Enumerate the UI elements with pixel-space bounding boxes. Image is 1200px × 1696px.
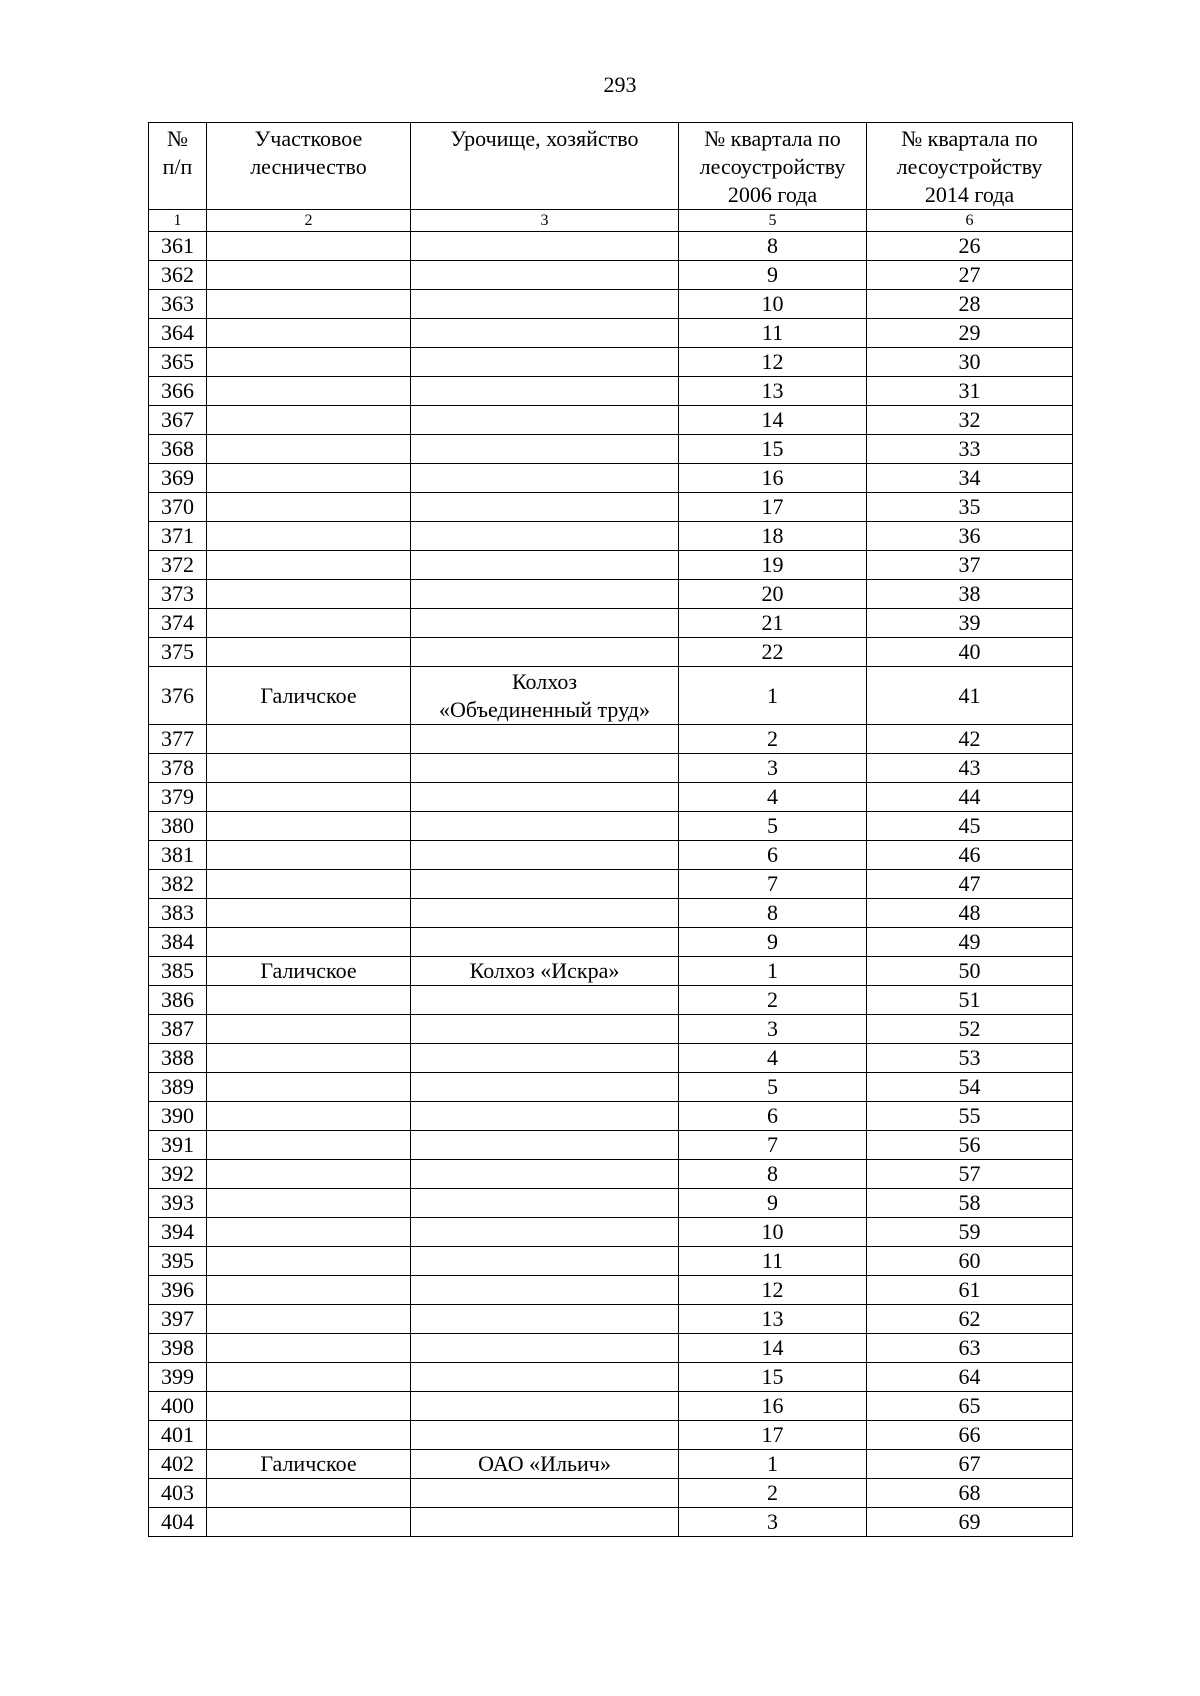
cell-quarter-2014: 47 — [867, 870, 1073, 899]
cell-forestry — [207, 1160, 411, 1189]
cell-tract — [411, 1334, 679, 1363]
table-row — [149, 754, 1073, 783]
cell-quarter-2006: 14 — [679, 406, 867, 435]
table-row — [149, 609, 1073, 638]
cell-row-number: 386 — [149, 986, 207, 1015]
cell-forestry — [207, 464, 411, 493]
cell-quarter-2006: 14 — [679, 1334, 867, 1363]
cell-row-number: 365 — [149, 348, 207, 377]
cell-forestry — [207, 1305, 411, 1334]
cell-quarter-2014: 51 — [867, 986, 1073, 1015]
forest-quarters-table — [148, 122, 1073, 1537]
cell-forestry — [207, 870, 411, 899]
table-row — [149, 580, 1073, 609]
table-row — [149, 1363, 1073, 1392]
cell-forestry — [207, 812, 411, 841]
table-row — [149, 812, 1073, 841]
cell-row-number: 364 — [149, 319, 207, 348]
cell-quarter-2014: 37 — [867, 551, 1073, 580]
cell-quarter-2006: 8 — [679, 899, 867, 928]
cell-forestry — [207, 290, 411, 319]
cell-tract — [411, 609, 679, 638]
cell-quarter-2014: 54 — [867, 1073, 1073, 1102]
cell-row-number: 374 — [149, 609, 207, 638]
cell-quarter-2014: 68 — [867, 1479, 1073, 1508]
cell-tract — [411, 1392, 679, 1421]
cell-forestry — [207, 580, 411, 609]
cell-quarter-2006: 8 — [679, 232, 867, 261]
cell-quarter-2006: 3 — [679, 1508, 867, 1537]
table-row — [149, 1450, 1073, 1479]
cell-quarter-2014: 35 — [867, 493, 1073, 522]
cell-tract — [411, 1160, 679, 1189]
cell-tract — [411, 1131, 679, 1160]
cell-forestry — [207, 1334, 411, 1363]
cell-forestry — [207, 319, 411, 348]
cell-tract — [411, 1276, 679, 1305]
cell-forestry — [207, 493, 411, 522]
cell-tract — [411, 1421, 679, 1450]
cell-quarter-2014: 42 — [867, 725, 1073, 754]
table-row — [149, 1305, 1073, 1334]
cell-tract — [411, 464, 679, 493]
cell-quarter-2006: 16 — [679, 1392, 867, 1421]
cell-quarter-2006: 10 — [679, 290, 867, 319]
cell-quarter-2014: 63 — [867, 1334, 1073, 1363]
cell-quarter-2014: 65 — [867, 1392, 1073, 1421]
cell-quarter-2014: 40 — [867, 638, 1073, 667]
cell-quarter-2014: 61 — [867, 1276, 1073, 1305]
cell-quarter-2014: 57 — [867, 1160, 1073, 1189]
header-quarter-2006: № квартала по лесоустройству 2006 года — [679, 123, 867, 210]
table-row — [149, 1160, 1073, 1189]
cell-quarter-2014: 60 — [867, 1247, 1073, 1276]
cell-forestry — [207, 638, 411, 667]
cell-quarter-2014: 52 — [867, 1015, 1073, 1044]
table-row — [149, 986, 1073, 1015]
cell-tract — [411, 232, 679, 261]
table-row — [149, 1218, 1073, 1247]
table-row — [149, 1421, 1073, 1450]
cell-row-number: 376 — [149, 667, 207, 725]
cell-row-number: 366 — [149, 377, 207, 406]
cell-forestry — [207, 1189, 411, 1218]
cell-forestry — [207, 1044, 411, 1073]
cell-row-number: 394 — [149, 1218, 207, 1247]
cell-tract — [411, 870, 679, 899]
cell-row-number: 389 — [149, 1073, 207, 1102]
cell-row-number: 401 — [149, 1421, 207, 1450]
cell-row-number: 371 — [149, 522, 207, 551]
table-row — [149, 1508, 1073, 1537]
cell-forestry — [207, 725, 411, 754]
cell-quarter-2006: 15 — [679, 435, 867, 464]
cell-tract: Колхоз «Искра» — [411, 957, 679, 986]
table-row — [149, 493, 1073, 522]
cell-row-number: 375 — [149, 638, 207, 667]
cell-forestry — [207, 1276, 411, 1305]
cell-row-number: 380 — [149, 812, 207, 841]
cell-tract — [411, 754, 679, 783]
cell-quarter-2014: 38 — [867, 580, 1073, 609]
cell-forestry — [207, 754, 411, 783]
cell-tract — [411, 435, 679, 464]
cell-quarter-2006: 2 — [679, 1479, 867, 1508]
cell-quarter-2006: 11 — [679, 1247, 867, 1276]
table-row — [149, 522, 1073, 551]
cell-row-number: 399 — [149, 1363, 207, 1392]
cell-quarter-2014: 34 — [867, 464, 1073, 493]
cell-quarter-2006: 15 — [679, 1363, 867, 1392]
cell-quarter-2006: 8 — [679, 1160, 867, 1189]
table-row — [149, 464, 1073, 493]
cell-quarter-2006: 1 — [679, 1450, 867, 1479]
cell-tract — [411, 928, 679, 957]
table-row — [149, 377, 1073, 406]
cell-quarter-2006: 7 — [679, 1131, 867, 1160]
cell-tract — [411, 522, 679, 551]
cell-row-number: 384 — [149, 928, 207, 957]
table-row — [149, 841, 1073, 870]
cell-forestry — [207, 261, 411, 290]
cell-quarter-2014: 28 — [867, 290, 1073, 319]
cell-tract — [411, 493, 679, 522]
column-number: 6 — [867, 210, 1073, 232]
cell-quarter-2014: 53 — [867, 1044, 1073, 1073]
cell-quarter-2006: 5 — [679, 812, 867, 841]
table-row — [149, 1102, 1073, 1131]
cell-quarter-2014: 44 — [867, 783, 1073, 812]
cell-forestry — [207, 1218, 411, 1247]
cell-row-number: 361 — [149, 232, 207, 261]
cell-forestry — [207, 1131, 411, 1160]
cell-row-number: 368 — [149, 435, 207, 464]
cell-forestry: Галичское — [207, 957, 411, 986]
cell-row-number: 395 — [149, 1247, 207, 1276]
cell-forestry — [207, 841, 411, 870]
cell-row-number: 403 — [149, 1479, 207, 1508]
cell-quarter-2006: 9 — [679, 1189, 867, 1218]
cell-quarter-2006: 12 — [679, 1276, 867, 1305]
cell-row-number: 387 — [149, 1015, 207, 1044]
cell-quarter-2006: 4 — [679, 1044, 867, 1073]
cell-quarter-2006: 1 — [679, 667, 867, 725]
cell-quarter-2006: 2 — [679, 725, 867, 754]
cell-quarter-2014: 62 — [867, 1305, 1073, 1334]
cell-quarter-2014: 26 — [867, 232, 1073, 261]
cell-tract — [411, 986, 679, 1015]
cell-quarter-2006: 22 — [679, 638, 867, 667]
cell-tract — [411, 1479, 679, 1508]
cell-quarter-2006: 13 — [679, 1305, 867, 1334]
cell-quarter-2006: 12 — [679, 348, 867, 377]
cell-quarter-2014: 43 — [867, 754, 1073, 783]
table-row — [149, 348, 1073, 377]
column-number: 5 — [679, 210, 867, 232]
cell-tract — [411, 580, 679, 609]
table-row — [149, 725, 1073, 754]
cell-quarter-2014: 48 — [867, 899, 1073, 928]
cell-tract — [411, 638, 679, 667]
cell-forestry — [207, 522, 411, 551]
cell-row-number: 373 — [149, 580, 207, 609]
table-row — [149, 638, 1073, 667]
cell-forestry — [207, 986, 411, 1015]
cell-forestry — [207, 1073, 411, 1102]
header-tract: Урочище, хозяйство — [411, 123, 679, 210]
cell-tract — [411, 377, 679, 406]
header-row-number: № п/п — [149, 123, 207, 210]
cell-forestry — [207, 928, 411, 957]
cell-tract — [411, 1508, 679, 1537]
table-row — [149, 290, 1073, 319]
table-row — [149, 1334, 1073, 1363]
cell-tract — [411, 899, 679, 928]
column-number-row — [149, 210, 1073, 232]
cell-row-number: 370 — [149, 493, 207, 522]
cell-tract — [411, 290, 679, 319]
cell-quarter-2006: 16 — [679, 464, 867, 493]
table-row — [149, 1276, 1073, 1305]
cell-quarter-2006: 1 — [679, 957, 867, 986]
cell-forestry — [207, 1363, 411, 1392]
cell-quarter-2006: 4 — [679, 783, 867, 812]
cell-forestry — [207, 406, 411, 435]
cell-tract — [411, 406, 679, 435]
cell-forestry — [207, 1102, 411, 1131]
table-row — [149, 1479, 1073, 1508]
cell-quarter-2006: 2 — [679, 986, 867, 1015]
cell-tract — [411, 1044, 679, 1073]
cell-quarter-2006: 9 — [679, 261, 867, 290]
cell-tract — [411, 1015, 679, 1044]
header-forestry: Участковое лесничество — [207, 123, 411, 210]
cell-row-number: 362 — [149, 261, 207, 290]
cell-forestry — [207, 1479, 411, 1508]
table-row — [149, 232, 1073, 261]
cell-quarter-2014: 55 — [867, 1102, 1073, 1131]
table-row — [149, 1247, 1073, 1276]
cell-row-number: 393 — [149, 1189, 207, 1218]
cell-quarter-2014: 32 — [867, 406, 1073, 435]
cell-tract — [411, 1189, 679, 1218]
cell-quarter-2006: 5 — [679, 1073, 867, 1102]
cell-row-number: 391 — [149, 1131, 207, 1160]
table-row — [149, 1131, 1073, 1160]
cell-quarter-2014: 29 — [867, 319, 1073, 348]
cell-row-number: 378 — [149, 754, 207, 783]
cell-quarter-2006: 11 — [679, 319, 867, 348]
cell-forestry — [207, 609, 411, 638]
table-row — [149, 1189, 1073, 1218]
cell-quarter-2014: 50 — [867, 957, 1073, 986]
cell-quarter-2014: 39 — [867, 609, 1073, 638]
cell-forestry — [207, 1015, 411, 1044]
column-number: 1 — [149, 210, 207, 232]
cell-row-number: 372 — [149, 551, 207, 580]
table-row — [149, 957, 1073, 986]
cell-quarter-2006: 3 — [679, 754, 867, 783]
table-row — [149, 1392, 1073, 1421]
cell-forestry — [207, 377, 411, 406]
header-row — [149, 123, 1073, 210]
cell-row-number: 369 — [149, 464, 207, 493]
cell-quarter-2014: 56 — [867, 1131, 1073, 1160]
cell-row-number: 382 — [149, 870, 207, 899]
cell-quarter-2006: 17 — [679, 493, 867, 522]
cell-tract — [411, 1305, 679, 1334]
cell-forestry — [207, 435, 411, 464]
cell-quarter-2014: 58 — [867, 1189, 1073, 1218]
cell-quarter-2014: 69 — [867, 1508, 1073, 1537]
table-row — [149, 261, 1073, 290]
cell-row-number: 367 — [149, 406, 207, 435]
cell-quarter-2006: 21 — [679, 609, 867, 638]
cell-quarter-2006: 10 — [679, 1218, 867, 1247]
table-row — [149, 1044, 1073, 1073]
cell-forestry — [207, 1421, 411, 1450]
cell-row-number: 388 — [149, 1044, 207, 1073]
cell-row-number: 363 — [149, 290, 207, 319]
cell-quarter-2006: 9 — [679, 928, 867, 957]
cell-tract — [411, 1247, 679, 1276]
table-body — [149, 232, 1073, 1537]
cell-quarter-2014: 33 — [867, 435, 1073, 464]
cell-quarter-2014: 31 — [867, 377, 1073, 406]
table-row — [149, 783, 1073, 812]
cell-tract — [411, 348, 679, 377]
cell-row-number: 397 — [149, 1305, 207, 1334]
table-row — [149, 1073, 1073, 1102]
cell-forestry — [207, 899, 411, 928]
cell-row-number: 383 — [149, 899, 207, 928]
cell-quarter-2014: 59 — [867, 1218, 1073, 1247]
cell-quarter-2014: 46 — [867, 841, 1073, 870]
cell-quarter-2006: 13 — [679, 377, 867, 406]
cell-quarter-2006: 7 — [679, 870, 867, 899]
cell-row-number: 377 — [149, 725, 207, 754]
cell-quarter-2014: 49 — [867, 928, 1073, 957]
cell-tract — [411, 812, 679, 841]
cell-forestry: Галичское — [207, 667, 411, 725]
page-number: 293 — [603, 72, 637, 97]
cell-tract — [411, 1363, 679, 1392]
cell-row-number: 379 — [149, 783, 207, 812]
cell-forestry — [207, 348, 411, 377]
cell-tract — [411, 1102, 679, 1131]
cell-tract — [411, 261, 679, 290]
table-row — [149, 551, 1073, 580]
table-row — [149, 406, 1073, 435]
cell-tract — [411, 783, 679, 812]
cell-tract: ОАО «Ильич» — [411, 1450, 679, 1479]
table-row — [149, 667, 1073, 725]
table-row — [149, 319, 1073, 348]
cell-forestry: Галичское — [207, 1450, 411, 1479]
cell-tract — [411, 319, 679, 348]
cell-forestry — [207, 232, 411, 261]
cell-forestry — [207, 1247, 411, 1276]
cell-quarter-2014: 36 — [867, 522, 1073, 551]
cell-quarter-2014: 66 — [867, 1421, 1073, 1450]
cell-quarter-2014: 64 — [867, 1363, 1073, 1392]
table-row — [149, 1015, 1073, 1044]
cell-quarter-2014: 41 — [867, 667, 1073, 725]
cell-quarter-2014: 45 — [867, 812, 1073, 841]
cell-quarter-2006: 17 — [679, 1421, 867, 1450]
cell-row-number: 385 — [149, 957, 207, 986]
cell-row-number: 402 — [149, 1450, 207, 1479]
cell-quarter-2006: 20 — [679, 580, 867, 609]
cell-row-number: 396 — [149, 1276, 207, 1305]
table-row — [149, 870, 1073, 899]
table-row — [149, 928, 1073, 957]
cell-tract — [411, 1218, 679, 1247]
cell-tract: Колхоз «Объединенный труд» — [411, 667, 679, 725]
cell-row-number: 392 — [149, 1160, 207, 1189]
cell-quarter-2014: 27 — [867, 261, 1073, 290]
cell-row-number: 400 — [149, 1392, 207, 1421]
cell-tract — [411, 551, 679, 580]
cell-quarter-2006: 18 — [679, 522, 867, 551]
cell-tract — [411, 725, 679, 754]
cell-tract — [411, 841, 679, 870]
cell-row-number: 390 — [149, 1102, 207, 1131]
column-number: 2 — [207, 210, 411, 232]
cell-quarter-2006: 6 — [679, 841, 867, 870]
cell-forestry — [207, 551, 411, 580]
table-row — [149, 899, 1073, 928]
cell-quarter-2014: 67 — [867, 1450, 1073, 1479]
cell-row-number: 398 — [149, 1334, 207, 1363]
header-quarter-2014: № квартала по лесоустройству 2014 года — [867, 123, 1073, 210]
cell-row-number: 381 — [149, 841, 207, 870]
cell-forestry — [207, 1508, 411, 1537]
cell-forestry — [207, 1392, 411, 1421]
table-row — [149, 435, 1073, 464]
cell-row-number: 404 — [149, 1508, 207, 1537]
cell-tract — [411, 1073, 679, 1102]
cell-quarter-2006: 3 — [679, 1015, 867, 1044]
cell-forestry — [207, 783, 411, 812]
cell-quarter-2006: 6 — [679, 1102, 867, 1131]
cell-quarter-2014: 30 — [867, 348, 1073, 377]
cell-quarter-2006: 19 — [679, 551, 867, 580]
column-number: 3 — [411, 210, 679, 232]
